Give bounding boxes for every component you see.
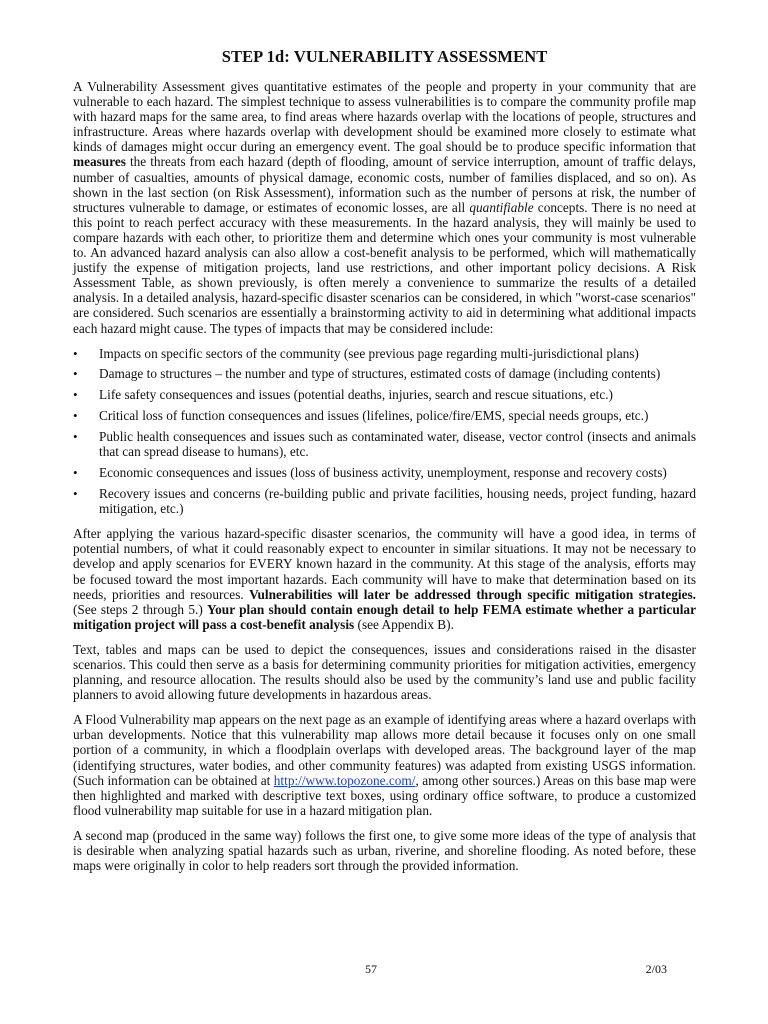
- topozone-link[interactable]: http://www.topozone.com/: [273, 772, 416, 788]
- intro-italic-quantifiable: quantifiable: [469, 199, 534, 215]
- list-item: [73, 408, 696, 423]
- flood-map-text-1: A Flood Vulnerability map appears on the next page as an example of identifying areas where a hazard overlaps with urban developments. Notice that this vulnerability map allows more detail because it focuses only on one small portion of a community, in which a floodplain overlaps with developed areas. The background layer of the map (identifying structures, water bodies, and other community features) was adapted from existing USGS information. (Such information can be obtained at: [73, 712, 696, 788]
- bullet-icon: •: [73, 345, 78, 361]
- intro-paragraph: [73, 79, 696, 336]
- flood-map-text-2: , among other sources.) Areas on this base map were then highlighted and marked with descriptive text boxes, using ordinary office software, to produce a customized flood vulnerability map suitable for use in a hazard mitigation plan.: [73, 772, 696, 818]
- scenarios-text-2: (See steps 2 through 5.): [73, 601, 208, 617]
- intro-text-1: A Vulnerability Assessment gives quantitative estimates of the people and property in your community that are vulnerable to each hazard. The simplest technique to assess vulnerabilities is to compare the community profile map with hazard maps for the same area, to find areas where hazards overlap with the locations of people, structures and infrastructure. Areas where hazards overlap with development should be examined more closely to estimate what kinds of damages might occur during an emergency event. The goal should be to produce specific information that: [73, 79, 696, 155]
- bullet-icon: •: [73, 408, 78, 424]
- page-number: 57: [365, 962, 377, 976]
- revision-date: 2/03: [645, 962, 667, 976]
- impact-list: [73, 346, 696, 517]
- bullet-icon: •: [73, 429, 78, 445]
- list-item-text: Public health consequences and issues such as contaminated water, disease, vector control (insects and animals that can spread disease to humans), etc.: [99, 429, 696, 460]
- bullet-icon: •: [73, 465, 78, 481]
- second-map-paragraph: A second map (produced in the same way) follows the first one, to give some more ideas of the type of analysis that is desirable when analyzing spatial hazards such as urban, riverine, and shoreline flooding. As noted before, these maps were originally in color to help readers sort through the provided information.: [73, 827, 696, 874]
- list-item-text: Recovery issues and concerns (re-building public and private facilities, housing needs, project funding, hazard mitigation, etc.): [99, 486, 696, 517]
- list-item: [73, 387, 696, 402]
- bullet-icon: •: [73, 486, 78, 502]
- list-item: [73, 346, 696, 361]
- page-title: STEP 1d: VULNERABILITY ASSESSMENT: [221, 47, 548, 66]
- list-item: [73, 366, 696, 381]
- scenarios-paragraph: [73, 526, 696, 632]
- list-item-text: Critical loss of function consequences and issues (lifelines, police/fire/EMS, special needs groups, etc.): [99, 408, 649, 424]
- list-item-text: Life safety consequences and issues (potential deaths, injuries, search and rescue situations, etc.): [99, 387, 613, 403]
- scenarios-text-3: (see Appendix B).: [354, 616, 454, 632]
- bullet-icon: •: [73, 366, 78, 382]
- list-item: [73, 429, 696, 459]
- list-item-text: Damage to structures – the number and type of structures, estimated costs of damage (including contents): [99, 366, 661, 382]
- flood-map-paragraph: [73, 712, 696, 818]
- intro-text-3: concepts. There is no need at this point to reach perfect accuracy with these measurements. In the hazard analysis, they will mainly be used to compare hazards with each other, to prioritize them and determine which ones your community is most vulnerable to. An advanced hazard analysis can also allow a cost-benefit analysis to be performed, which will mathematically justify the expense of mitigation projects, land use restrictions, and other important policy decisions. A Risk Assessment Table, as shown previously, is often merely a convenience to summarize the results of a detailed analysis. In a detailed analysis, hazard-specific disaster scenarios can be considered, in which "worst-case scenarios" are considered. Such scenarios are essentially a brainstorming activity to aid in determining what additional impacts each hazard might cause. The types of impacts that may be considered include:: [73, 199, 696, 336]
- list-item: [73, 465, 696, 480]
- intro-text-2: the threats from each hazard (depth of flooding, amount of service interruption, amount of traffic delays, number of casualties, amounts of physical damage, economic costs, number of families displaced, and so on). As shown in the last section (on Risk Assessment), information such as the number of persons at risk, the number of structures vulnerable to damage, or estimates of economic losses, are all: [73, 154, 696, 215]
- page-footer: [73, 962, 696, 978]
- list-item-text: Impacts on specific sectors of the community (see previous page regarding multi-jurisdictional plans): [99, 345, 639, 361]
- depict-paragraph: Text, tables and maps can be used to depict the consequences, issues and considerations raised in the disaster scenarios. This could then serve as a basis for determining community priorities for mitigation activities, emergency planning, and resource allocation. The results should also be used by the community’s land use and public facility planners to avoid allowing future developments in hazardous areas.: [73, 641, 696, 703]
- list-item-text: Economic consequences and issues (loss of business activity, unemployment, response and recovery costs): [99, 465, 667, 481]
- scenarios-text-1: After applying the various hazard-specific disaster scenarios, the community will have a good idea, in terms of potential numbers, of what it could reasonably expect to encounter in similar situations. It may not be necessary to develop and apply scenarios for EVERY known hazard in the community. At this stage of the analysis, efforts may be focused toward the most important hazards. Each community will have to make that determination based on its needs, priorities and resources.: [73, 526, 696, 602]
- intro-bold-measures: measures: [73, 154, 126, 170]
- bullet-icon: •: [73, 387, 78, 403]
- scenarios-bold-1: Vulnerabilities will later be addressed through specific mitigation strategies.: [249, 586, 696, 602]
- list-item: [73, 486, 696, 516]
- scenarios-bold-2: Your plan should contain enough detail to help FEMA estimate whether a particular mitigation project will pass a cost-benefit analysis: [73, 601, 696, 632]
